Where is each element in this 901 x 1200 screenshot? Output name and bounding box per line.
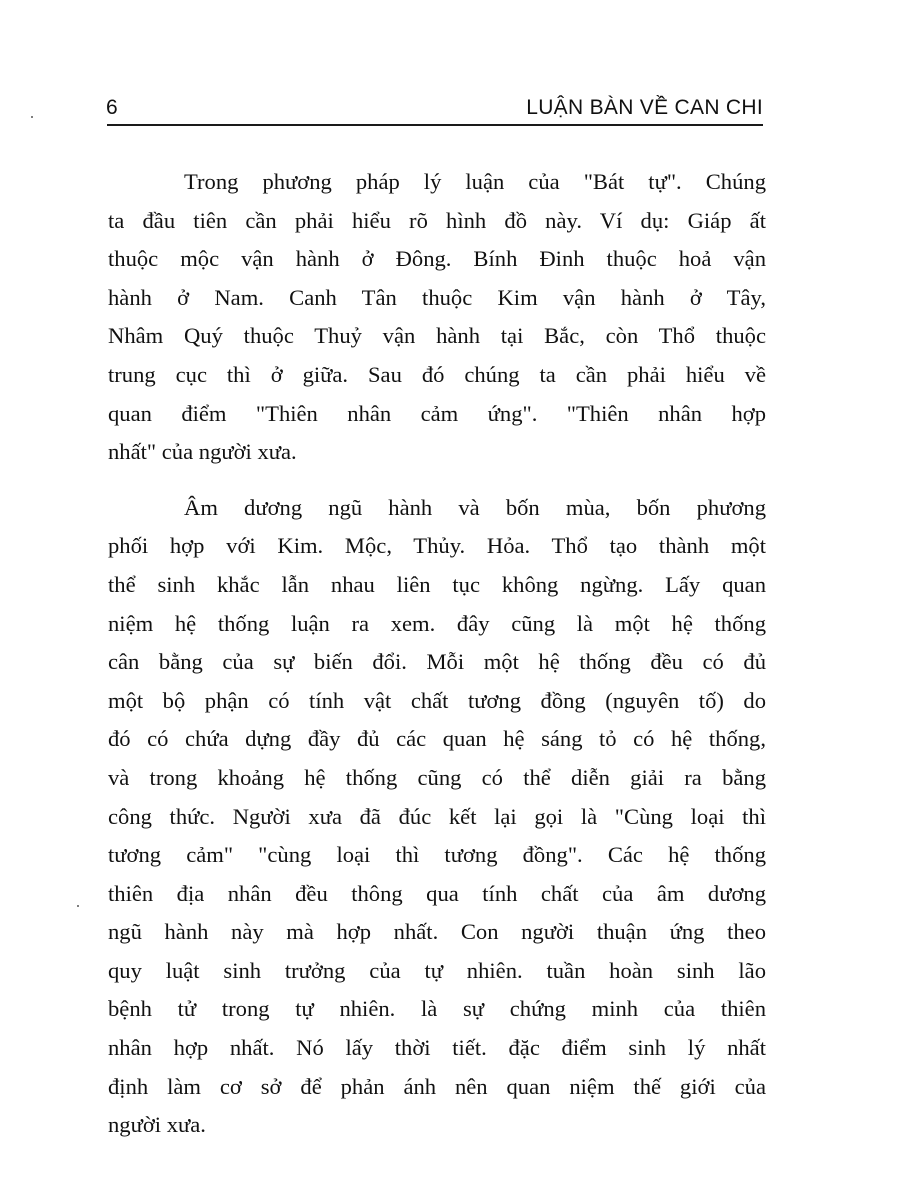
text-line: phối hợp với Kim. Mộc, Thủy. Hỏa. Thổ tạo thành một [108,533,766,559]
text-line: một bộ phận có tính vật chất tương đồng (nguyên tố) do [108,687,766,713]
text-line: định làm cơ sở để phản ánh nên quan niệm thế giới của [108,1073,766,1099]
scan-speck [31,116,33,118]
running-title: LUẬN BÀN VỀ CAN CHI [526,96,763,119]
scan-speck [77,905,79,907]
page-number: 6 [106,96,119,119]
text-line: đó có chứa dựng đầy đủ các quan hệ sáng tỏ có hệ thống, [108,726,766,752]
text-line: Âm dương ngũ hành và bốn mùa, bốn phương [184,494,766,520]
text-line: và trong khoảng hệ thống cũng có thể diễn giải ra bằng [108,764,766,790]
text-line: công thức. Người xưa đã đúc kết lại gọi là "Cùng loại thì [108,803,766,829]
text-line: thể sinh khắc lẫn nhau liên tục không ngừng. Lấy quan [108,571,766,597]
text-line: trung cục thì ở giữa. Sau đó chúng ta cần phải hiểu về [108,361,766,387]
running-header [106,96,763,126]
paragraph-2 [108,489,766,1145]
header-rule [107,124,763,126]
text-line: bệnh tử trong tự nhiên. là sự chứng minh của thiên [108,996,766,1022]
text-line: Nhâm Quý thuộc Thuỷ vận hành tại Bắc, còn Thổ thuộc [108,323,766,349]
text-line: tương cảm" "cùng loại thì tương đồng". Các hệ thống [108,842,766,868]
text-line: nhân hợp nhất. Nó lấy thời tiết. đặc điểm sinh lý nhất [108,1035,766,1061]
text-line: niệm hệ thống luận ra xem. đây cũng là một hệ thống [108,610,766,636]
text-line: Trong phương pháp lý luận của "Bát tự". Chúng [184,169,766,194]
text-line: thuộc mộc vận hành ở Đông. Bính Đinh thuộc hoả vận [108,246,766,272]
text-line: nhất" của người xưa. [108,439,297,465]
paragraph-1 [108,163,766,472]
body-text [108,163,766,1145]
text-line: quy luật sinh trưởng của tự nhiên. tuần hoàn sinh lão [108,957,766,983]
text-line: cân bằng của sự biến đổi. Mỗi một hệ thống đều có đủ [108,649,766,675]
text-line: quan điểm "Thiên nhân cảm ứng". "Thiên nhân hợp [108,400,766,426]
text-line: ta đầu tiên cần phải hiểu rõ hình đồ này. Ví dụ: Giáp ất [108,207,766,233]
text-line: người xưa. [108,1112,206,1138]
text-line: ngũ hành này mà hợp nhất. Con người thuận ứng theo [108,919,766,945]
text-line: hành ở Nam. Canh Tân thuộc Kim vận hành ở Tây, [108,284,766,310]
text-line: thiên địa nhân đều thông qua tính chất của âm dương [108,880,766,906]
